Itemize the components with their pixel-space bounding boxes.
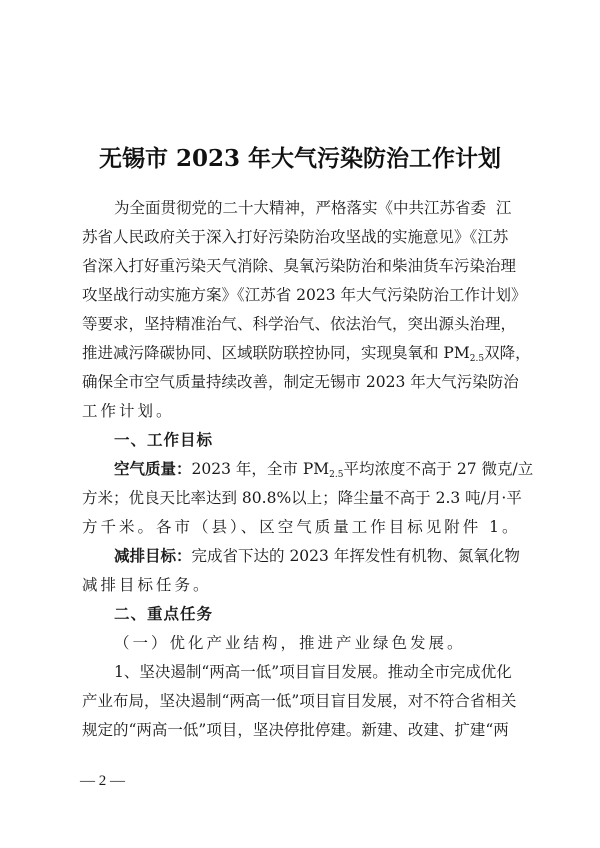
label-bold: 减排目标：: [114, 546, 192, 565]
text-span: 方千米。各市（县）、区空气质量工作目标见附件 1。: [82, 518, 521, 536]
subscript: 2.5: [329, 470, 344, 480]
text-span: 攻坚战行动实施方案》《江苏省 2023 年大气污染防治工作计划》: [82, 286, 527, 304]
text-span: 平均浓度不高于 27 微克/立: [343, 460, 534, 478]
text-span: 等要求，坚持精准治气、科学治气、依法治气，突出源头治理，: [82, 315, 517, 333]
text-span: 推动全市完成优化: [387, 663, 512, 681]
paragraph-line: [82, 517, 528, 537]
text-span: （一）优化产业结构，推进产业绿色发展。: [114, 634, 466, 652]
text-span: 方米；优良天比率达到 80.8%以上；降尘量不高于 2.3 吨/月·平: [82, 489, 522, 507]
text-span: 苏省人民政府关于深入打好污染防治攻坚战的实施意见》《江苏: [82, 228, 509, 246]
subsection-heading: [114, 633, 528, 653]
document-title: 无锡市 2023 年大气污染防治工作计划: [98, 145, 502, 172]
paragraph-line: [82, 720, 528, 740]
text-span: 推进减污降碳协同、区域联防联控协同，实现臭氧和 PM: [82, 344, 470, 362]
paragraph-line: [114, 662, 528, 682]
section-heading: 一、工作目标: [114, 431, 214, 449]
text-span: 为全面贯彻党的二十大精神，严格落实《中共江苏省委 江: [114, 199, 512, 217]
text-span: 减排目标任务。: [82, 576, 212, 594]
text-span: 确保全市空气质量持续改善，制定无锡市 2023 年大气污染防治: [82, 373, 519, 391]
paragraph-line: [82, 488, 528, 508]
paragraph-line: [82, 372, 528, 392]
paragraph-line: [82, 285, 528, 305]
paragraph-line: [114, 198, 528, 218]
text-span: [114, 459, 533, 479]
paragraph-line: [82, 401, 528, 421]
page-number: — 2 —: [80, 773, 125, 789]
text-span: 2023 年，全市 PM: [191, 460, 330, 478]
text-span: 产业布局，坚决遏制“两高一低”项目盲目发展，对不符合省相关: [82, 692, 517, 710]
paragraph-line: [82, 575, 528, 595]
paragraph-line: [82, 314, 528, 334]
text-span: 双降，: [484, 344, 531, 362]
text-span: 工作计划。: [82, 402, 175, 420]
text-span: [114, 662, 512, 682]
paragraph-line: [114, 546, 528, 566]
text-span: 规定的“两高一低”项目，坚决停批停建。新建、改建、扩建“两: [82, 721, 509, 739]
paragraph-line: [82, 691, 528, 711]
text-span: [114, 546, 520, 566]
paragraph-line: [82, 227, 528, 247]
paragraph-line: [82, 256, 528, 276]
text-span: 完成省下达的 2023 年挥发性有机物、氮氧化物: [191, 547, 520, 565]
section-heading: 二、重点任务: [114, 605, 214, 623]
subscript: 2.5: [469, 354, 485, 364]
paragraph-line: [114, 459, 534, 480]
paragraph-line: [82, 343, 531, 364]
item-label: 1、坚决遏制“两高一低”项目盲目发展。: [114, 663, 388, 681]
text-span: [82, 343, 531, 363]
text-span: 省深入打好重污染天气消除、臭氧污染防治和柴油货车污染治理: [82, 257, 517, 275]
label-bold: 空气质量：: [114, 459, 192, 478]
